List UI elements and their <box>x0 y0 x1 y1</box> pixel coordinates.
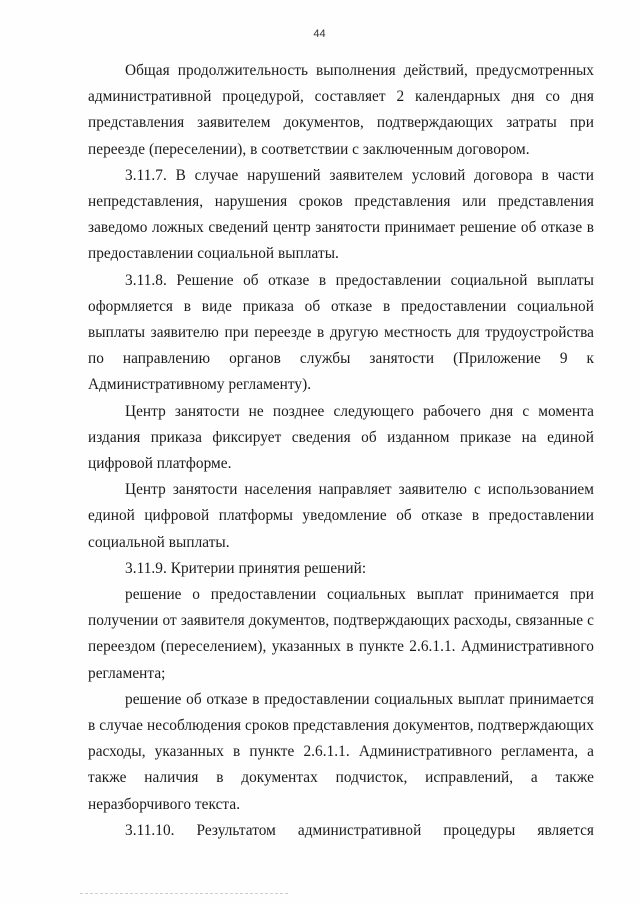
paragraph-grant-decision: решение о предоставлении социальных выплат принимается при получении от заявителя документов, подтверждающих расходы, связанные с переездом (переселением), указанных в пункте 2.6.1.1. Административного регламента; <box>88 586 594 682</box>
paragraph-3-11-10: 3.11.10. Результатом административной процедуры является <box>125 821 594 839</box>
paragraph-3-11-7: 3.11.7. В случае нарушений заявителем условий договора в части непредставления, нарушения сроков представления или представления заведомо ложных сведений центр занятости принимает решение об отказе в предоставлении социальной выплаты. <box>88 166 594 263</box>
paragraph-population-center: Центр занятости населения направляет заявителю с использованием единой цифровой платформы уведомление об отказе в предоставлении социальной выплаты. <box>88 481 594 551</box>
paragraph-3-11-8: 3.11.8. Решение об отказе в предоставлении социальной выплаты оформляется в виде приказа об отказе в предоставлении социальной выплаты заявителю при переезде в другую местность для трудоустройства по направлению органов службы занятости (Приложение 9 к Административному регламенту). <box>88 271 594 394</box>
paragraph-3-11-9: 3.11.9. Критерии принятия решений: <box>125 559 367 577</box>
paragraph-employment-center: Центр занятости не позднее следующего рабочего дня с момента издания приказа фиксирует сведения об изданном приказе на единой цифровой платформе. <box>88 402 594 473</box>
scan-edge-artifact <box>80 893 290 894</box>
page-number: 44 <box>313 28 326 40</box>
paragraph-duration: Общая продолжительность выполнения действий, предусмотренных административной процедурой, составляет 2 календарных дня со дня представления заявителем документов, подтверждающих затраты при переезде (переселении), в соответствии с заключенным договором. <box>88 62 594 158</box>
paragraph-refusal-decision: решение об отказе в предоставлении социальных выплат принимается в случае несоблюдения сроков представления документов, подтверждающих расходы, указанных в пункте 2.6.1.1. Административного регламента, а также наличия в документах подчисток, исправлений, а также неразборчивого текста. <box>88 690 594 813</box>
document-body <box>88 58 594 844</box>
